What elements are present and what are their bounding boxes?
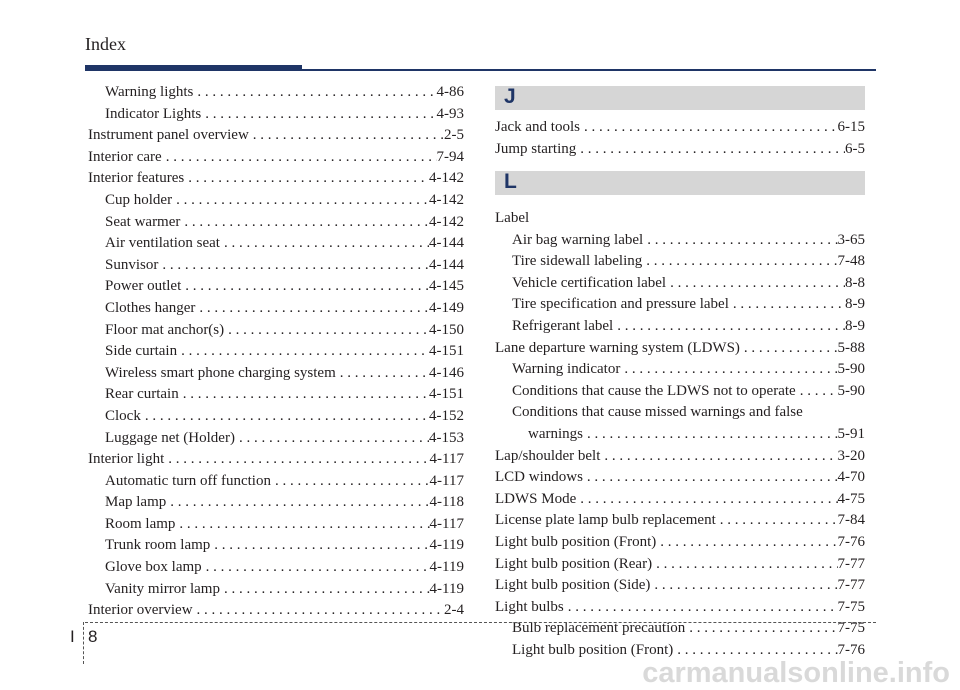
- entry-page: 4-142: [429, 191, 464, 208]
- entry-page: 4-119: [429, 559, 464, 576]
- entry-page: 4-75: [837, 490, 865, 507]
- entry-label: Side curtain: [105, 343, 178, 360]
- entry-page: 5-90: [837, 361, 865, 378]
- index-entry: [88, 320, 464, 342]
- entry-label: Interior light: [88, 451, 165, 468]
- entry-label: Floor mat anchor(s): [105, 321, 225, 338]
- index-entry: [88, 471, 464, 493]
- index-entry: [88, 341, 464, 363]
- entry-label: Light bulbs: [495, 598, 564, 615]
- entry-label: Light bulb position (Front): [512, 641, 674, 658]
- dot-leader: [666, 273, 845, 295]
- entry-label: LCD windows: [495, 469, 583, 486]
- dot-leader: [576, 139, 845, 161]
- entry-page: 4-117: [429, 472, 464, 489]
- dot-leader: [164, 449, 429, 471]
- entry-label: Refrigerant label: [512, 317, 614, 334]
- entry-page: 2-5: [444, 127, 464, 144]
- index-entry: [495, 446, 865, 468]
- entry-page: 4-146: [429, 364, 464, 381]
- entry-page: 7-75: [837, 620, 865, 637]
- index-entry: [495, 316, 865, 338]
- entry-label: Warning lights: [105, 84, 194, 100]
- dot-leader: [180, 212, 429, 234]
- entry-label: LDWS Mode: [495, 490, 577, 507]
- entry-page: 4-145: [429, 278, 464, 295]
- dot-leader: [175, 514, 429, 536]
- entry-page: 8-9: [845, 317, 865, 334]
- dot-leader: [195, 298, 429, 320]
- dot-leader: [179, 384, 429, 406]
- footer-section-letter: I: [70, 627, 75, 646]
- section-letter-j: J: [504, 85, 516, 108]
- dot-leader: [158, 255, 429, 277]
- index-entry: [495, 381, 865, 403]
- watermark: carmanualsonline.info: [642, 657, 950, 689]
- entry-label: Room lamp: [105, 515, 176, 532]
- entry-label: Cup holder: [105, 191, 173, 208]
- index-entry: [88, 600, 464, 622]
- index-entry: [88, 190, 464, 212]
- entry-page: 5-88: [837, 339, 865, 356]
- dot-leader: [271, 471, 430, 493]
- index-entry: [88, 384, 464, 406]
- header-rule-thick: [85, 65, 302, 71]
- index-entry: [495, 489, 865, 511]
- dot-leader: [201, 104, 436, 126]
- dot-leader: [600, 446, 837, 468]
- dot-leader: [729, 294, 845, 316]
- index-entry: [88, 255, 464, 277]
- index-column-left: [88, 82, 464, 622]
- dot-leader: [172, 190, 429, 212]
- index-entry: [88, 557, 464, 579]
- index-entry: [495, 424, 865, 446]
- entry-page: 4-142: [429, 170, 464, 187]
- entry-label: Interior overview: [88, 602, 193, 619]
- dot-leader: [716, 510, 838, 532]
- index-entry: [88, 535, 464, 557]
- index-entry: [88, 147, 464, 169]
- dot-leader: [202, 557, 430, 579]
- entry-page: 5-90: [837, 382, 865, 399]
- dot-leader: [643, 230, 837, 252]
- entry-page: 7-94: [436, 148, 464, 165]
- entry-label: Automatic turn off function: [105, 472, 271, 489]
- entry-page: 7-75: [837, 598, 865, 615]
- entry-page: 4-117: [429, 515, 464, 532]
- entry-label: Light bulb position (Rear): [495, 555, 653, 572]
- entry-page: 4-144: [429, 256, 464, 273]
- entry-page: 7-77: [837, 555, 865, 572]
- entry-label: Sunvisor: [105, 256, 159, 273]
- dot-leader: [224, 320, 429, 342]
- entry-label: Jack and tools: [495, 119, 580, 135]
- entry-label: Wireless smart phone charging system: [105, 364, 336, 381]
- dot-leader: [210, 535, 429, 557]
- entry-page: 7-76: [837, 641, 865, 658]
- dot-leader: [235, 428, 429, 450]
- dot-leader: [162, 147, 437, 169]
- header-rule-thin: [302, 69, 876, 71]
- entry-label: Bulb replacement precaution: [512, 620, 686, 637]
- index-entry: [88, 428, 464, 450]
- entry-page: 4-118: [429, 494, 464, 511]
- index-entry: [495, 208, 865, 230]
- dot-leader: [642, 251, 837, 273]
- dot-leader: [583, 467, 838, 489]
- index-entry: [88, 212, 464, 234]
- entry-page: 4-119: [429, 580, 464, 597]
- dot-leader: [193, 600, 444, 622]
- entry-label: Map lamp: [105, 494, 167, 511]
- entry-page: 7-77: [837, 577, 865, 594]
- index-entry: [495, 139, 865, 161]
- index-entry: [88, 449, 464, 471]
- entry-page: 4-117: [429, 451, 464, 468]
- index-entry: [495, 554, 865, 576]
- entry-label: Indicator Lights: [105, 105, 202, 122]
- entry-label: Trunk room lamp: [105, 537, 211, 554]
- entry-label: Lane departure warning system (LDWS): [495, 339, 740, 356]
- entry-page: 4-119: [429, 537, 464, 554]
- entry-label: Light bulb position (Side): [495, 577, 651, 594]
- index-entry: [88, 276, 464, 298]
- index-entry: [88, 168, 464, 190]
- index-entry: [495, 117, 865, 139]
- index-entry: [495, 510, 865, 532]
- dot-leader: [249, 125, 444, 147]
- index-entry: [88, 298, 464, 320]
- entry-label: Vanity mirror lamp: [105, 580, 220, 597]
- index-entry: [495, 532, 865, 554]
- footer-rule: [85, 622, 876, 623]
- entry-label: Instrument panel overview: [88, 127, 249, 144]
- page-title: Index: [85, 34, 126, 54]
- entry-label: Seat warmer: [105, 213, 181, 230]
- entry-page: 6-15: [837, 119, 865, 135]
- entry-label: Clothes hanger: [105, 299, 196, 316]
- entry-label: Tire specification and pressure label: [512, 296, 729, 313]
- index-entry: [88, 492, 464, 514]
- index-entry: [495, 273, 865, 295]
- dot-leader: [656, 532, 837, 554]
- entry-page: 4-70: [837, 469, 865, 486]
- entry-label: Rear curtain: [105, 386, 179, 403]
- index-entry: [495, 359, 865, 381]
- index-entry: [88, 406, 464, 428]
- index-entry: [88, 233, 464, 255]
- dot-leader: [166, 492, 429, 514]
- entry-label: Conditions that cause missed warnings and false: [512, 404, 803, 421]
- entry-label: Tire sidewall labeling: [512, 253, 643, 270]
- entry-label: Lap/shoulder belt: [495, 447, 601, 464]
- section-header-j: [495, 86, 865, 110]
- dot-leader: [177, 341, 429, 363]
- dot-leader: [652, 554, 837, 576]
- entry-page: 4-150: [429, 321, 464, 338]
- dot-leader: [141, 406, 429, 428]
- index-entry: [495, 230, 865, 252]
- entry-label: Label: [495, 210, 530, 226]
- entry-page: 7-84: [837, 512, 865, 529]
- entry-page: 6-5: [845, 140, 865, 157]
- entry-page: 5-91: [837, 425, 865, 442]
- section-header-l: [495, 171, 865, 195]
- dot-leader: [220, 579, 430, 601]
- entry-page: 4-151: [429, 386, 464, 403]
- dot-leader: [583, 424, 838, 446]
- index-entry: [495, 251, 865, 273]
- dot-leader: [796, 381, 838, 403]
- entry-page: 7-76: [837, 533, 865, 550]
- entry-label: Jump starting: [495, 140, 577, 157]
- dot-leader: [613, 316, 845, 338]
- index-entry: [88, 579, 464, 601]
- entry-label: Warning indicator: [512, 361, 621, 378]
- entry-page: 7-48: [837, 253, 865, 270]
- index-section-j: [495, 117, 865, 160]
- dot-leader: [576, 489, 837, 511]
- dot-leader: [580, 117, 838, 139]
- entry-label: Clock: [105, 407, 141, 424]
- entry-page: 4-142: [429, 213, 464, 230]
- dot-leader: [650, 575, 837, 597]
- entry-page: 2-4: [444, 602, 464, 619]
- entry-page: 4-149: [429, 299, 464, 316]
- index-entry: [495, 402, 865, 424]
- index-entry: [495, 575, 865, 597]
- entry-page: 4-144: [429, 235, 464, 252]
- dot-leader: [220, 233, 429, 255]
- entry-label: warnings: [528, 425, 583, 442]
- entry-label: Interior features: [88, 170, 185, 187]
- entry-label: Air ventilation seat: [105, 235, 220, 252]
- index-entry: [88, 514, 464, 536]
- footer-page-number: 8: [88, 627, 98, 646]
- section-letter-l: L: [504, 170, 517, 193]
- entry-page: 4-86: [436, 84, 464, 100]
- index-entry: [88, 125, 464, 147]
- entry-page: 4-151: [429, 343, 464, 360]
- entry-label: Glove box lamp: [105, 559, 202, 576]
- entry-page: 3-20: [837, 447, 865, 464]
- entry-label: Interior care: [88, 148, 162, 165]
- entry-label: License plate lamp bulb replacement: [495, 512, 716, 529]
- index-entry: [495, 597, 865, 619]
- dot-leader: [740, 338, 838, 360]
- dot-leader: [193, 82, 436, 104]
- index-entry: [88, 82, 464, 104]
- entry-page: 4-153: [429, 429, 464, 446]
- entry-label: Power outlet: [105, 278, 182, 295]
- entry-page: 8-8: [845, 274, 865, 291]
- dot-leader: [336, 363, 429, 385]
- footer-divider: [83, 622, 84, 664]
- dot-leader: [184, 168, 429, 190]
- index-section-l: [495, 208, 865, 661]
- index-entry: [495, 338, 865, 360]
- entry-label: Vehicle certification label: [512, 274, 667, 291]
- entry-page: 8-9: [845, 296, 865, 313]
- entry-page: 4-93: [436, 105, 464, 122]
- entry-page: 4-152: [429, 407, 464, 424]
- entry-label: Luggage net (Holder): [105, 429, 235, 446]
- index-entry: [495, 467, 865, 489]
- dot-leader: [181, 276, 429, 298]
- index-entry: [495, 294, 865, 316]
- entry-label: Air bag warning label: [512, 231, 644, 248]
- entry-page: 3-65: [837, 231, 865, 248]
- entry-label: Light bulb position (Front): [495, 533, 657, 550]
- dot-leader: [564, 597, 838, 619]
- entry-label: Conditions that cause the LDWS not to operate: [512, 382, 796, 399]
- dot-leader: [620, 359, 837, 381]
- index-entry: [88, 104, 464, 126]
- index-entry: [88, 363, 464, 385]
